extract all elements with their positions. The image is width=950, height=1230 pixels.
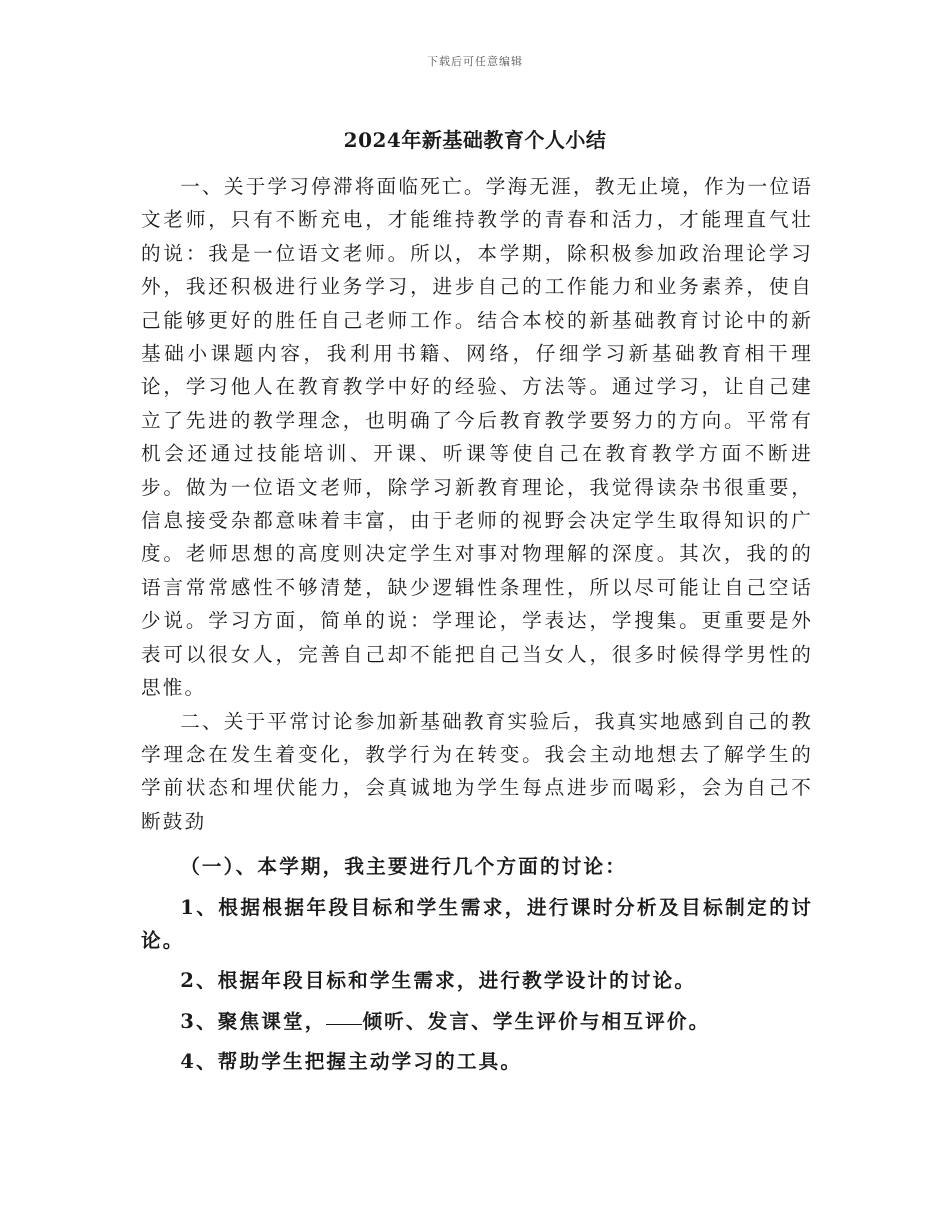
document-body xyxy=(141,170,813,1086)
header-note: 下载后可任意编辑 xyxy=(427,55,523,68)
topics-heading: （一）、本学期，我主要进行几个方面的讨论： xyxy=(180,855,628,879)
fill-in-blank xyxy=(326,1023,362,1025)
research-topics xyxy=(141,850,813,1078)
topic-item-4: 4、帮助学生把握主动学习的工具。 xyxy=(180,1050,523,1074)
paragraph-two: 二、关于平常讨论参加新基础教育实验后，我真实地感到自己的教学理念在发生着变化，教学行为在转变。我会主动地想去了解学生的学前状态和埋伏能力，会真诚地为学生每点进步而喝彩，会为自己不断鼓劲 xyxy=(141,709,813,833)
topic-item-3-end: 倾听、发言、学生评价与相互评价。 xyxy=(362,1009,711,1033)
paragraph-one: 一、关于学习停滞将面临死亡。学海无涯，教无止境，作为一位语文老师，只有不断充电，才能维持教学的青春和活力，才能理直气壮的说：我是一位语文老师。所以，本学期，除积极参加政治理论学习外，我还积极进行业务学习，进步自己的工作能力和业务素养，使自己能够更好的胜任自己老师工作。结合本校的新基础教育讨论中的新基础小课题内容，我利用书籍、网络，仔细学习新基础教育相干理论，学习他人在教育教学中好的经验、方法等。通过学习，让自己建立了先进的教学理念，也明确了今后教育教学要努力的方向。平常有机会还通过技能培训、开课、听课等使自己在教育教学方面不断进步。做为一位语文老师，除学习新教育理论，我觉得读杂书很重要，信息接受杂都意味着丰富，由于老师的视野会决定学生取得知识的广度。老师思想的高度则决定学生对事对物理解的深度。其次，我的的语言常常感性不够清楚，缺少逻辑性条理性，所以尽可能让自己空话少说。学习方面，简单的说：学理论，学表达，学搜集。更重要是外表可以很女人，完善自己却不能把自己当女人，很多时候得学男性的思惟。 xyxy=(141,175,813,700)
topic-item-3 xyxy=(141,1005,813,1038)
topic-item-2: 2、根据年段目标和学生需求，进行教学设计的讨论。 xyxy=(180,969,697,993)
document-title: 2024年新基础教育个人小结 xyxy=(343,128,607,152)
topic-item-1: 1、根据根据年段目标和学生需求，进行课时分析及目标制定的讨论。 xyxy=(141,895,813,952)
topic-item-3-start: 3、聚焦课堂， xyxy=(180,1009,327,1033)
